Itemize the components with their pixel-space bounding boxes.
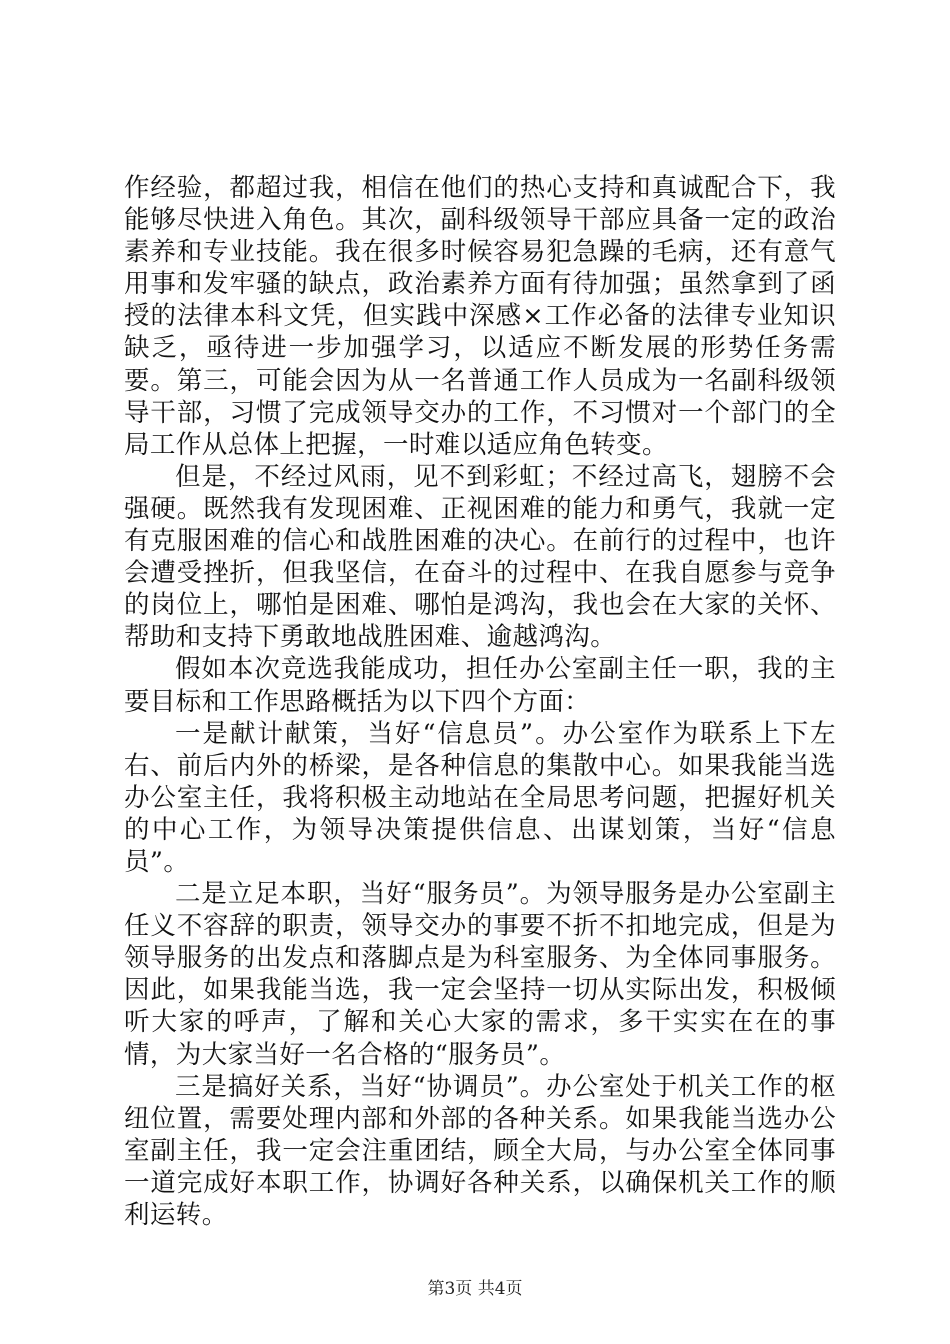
document-body	[124, 172, 836, 1231]
paragraph-1: 作经验，都超过我，相信在他们的热心支持和真诚配合下，我能够尽快进入角色。其次，副科级领导干部应具备一定的政治素养和专业技能。我在很多时候容易犯急躁的毛病，还有意气用事和发牢骚的缺点，政治素养方面有待加强；虽然拿到了函授的法律本科文凭，但实践中深感×工作必备的法律专业知识缺乏，亟待进一步加强学习，以适应不断发展的形势任务需要。第三，可能会因为从一名普通工作人员成为一名副科级领导干部，习惯了完成领导交办的工作，不习惯对一个部门的全局工作从总体上把握，一时难以适应角色转变。	[124, 173, 836, 460]
paragraph-4: 一是献计献策，当好“信息员”。办公室作为联系上下左右、前后内外的桥梁，是各种信息的集散中心。如果我能当选办公室主任，我将积极主动地站在全局思考问题，把握好机关的中心工作，为领导决策提供信息、出谋划策，当好“信息员”。	[124, 718, 836, 877]
page-footer: 第3页 共4页	[427, 1279, 523, 1299]
paragraph-3: 假如本次竞选我能成功，担任办公室副主任一职，我的主要目标和工作思路概括为以下四个方面：	[124, 654, 836, 717]
paragraph-2: 但是，不经过风雨，见不到彩虹；不经过高飞，翅膀不会强硬。既然我有发现困难、正视困难的能力和勇气，我就一定有克服困难的信心和战胜困难的决心。在前行的过程中，也许会遭受挫折，但我坚信，在奋斗的过程中、在我自愿参与竞争的岗位上，哪怕是困难、哪怕是鸿沟，我也会在大家的关怀、帮助和支持下勇敢地战胜困难、逾越鸿沟。	[124, 461, 836, 653]
paragraph-6: 三是搞好关系，当好“协调员”。办公室处于机关工作的枢纽位置，需要处理内部和外部的各种关系。如果我能当选办公室副主任，我一定会注重团结，顾全大局，与办公室全体同事一道完成好本职工作，协调好各种关系，以确保机关工作的顺利运转。	[124, 1071, 836, 1230]
paragraph-5: 二是立足本职，当好“服务员”。为领导服务是办公室副主任义不容辞的职责，领导交办的事要不折不扣地完成，但是为领导服务的出发点和落脚点是为科室服务、为全体同事服务。因此，如果我能当选，我一定会坚持一切从实际出发，积极倾听大家的呼声，了解和关心大家的需求，多干实实在在的事情，为大家当好一名合格的“服务员”。	[124, 879, 836, 1070]
